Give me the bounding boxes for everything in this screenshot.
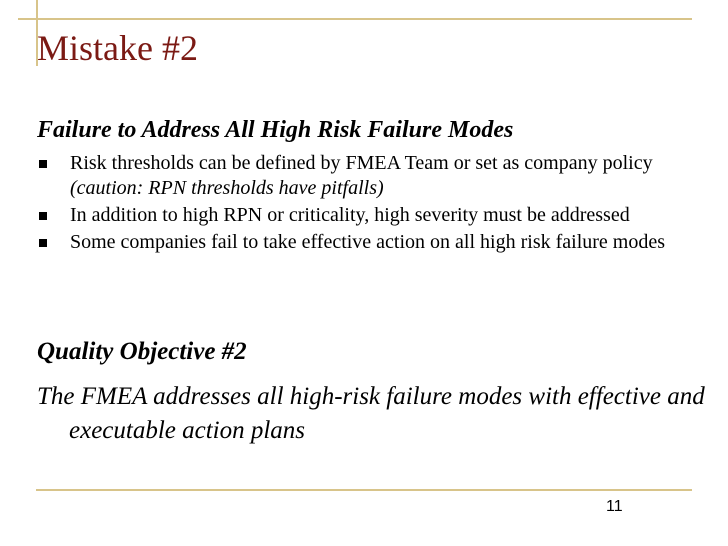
quality-objective-statement: The FMEA addresses all high-risk failure modes with effective and executable action plans <box>37 383 705 444</box>
frame-bottom-line <box>36 489 692 491</box>
bullet-list <box>37 151 667 257</box>
bullet-item <box>37 203 667 228</box>
square-bullet-icon <box>39 212 47 220</box>
quality-objective-heading: Quality Objective #2 <box>37 338 247 365</box>
section-subheading: Failure to Address All High Risk Failure Modes <box>37 117 514 143</box>
bullet-item <box>37 151 667 201</box>
bullet-text: Some companies fail to take effective action on all high risk failure modes <box>70 231 665 253</box>
bullet-item <box>37 230 667 255</box>
bullet-caution-note: (caution: RPN thresholds have pitfalls) <box>70 177 384 199</box>
bullet-text: In addition to high RPN or criticality, high severity must be addressed <box>70 204 630 226</box>
slide-title: Mistake #2 <box>37 28 198 68</box>
page-number: 11 <box>606 498 623 515</box>
bullet-text: Risk thresholds can be defined by FMEA Team or set as company policy <box>70 152 653 174</box>
square-bullet-icon <box>39 239 47 247</box>
square-bullet-icon <box>39 160 47 168</box>
frame-top-line <box>18 18 692 20</box>
